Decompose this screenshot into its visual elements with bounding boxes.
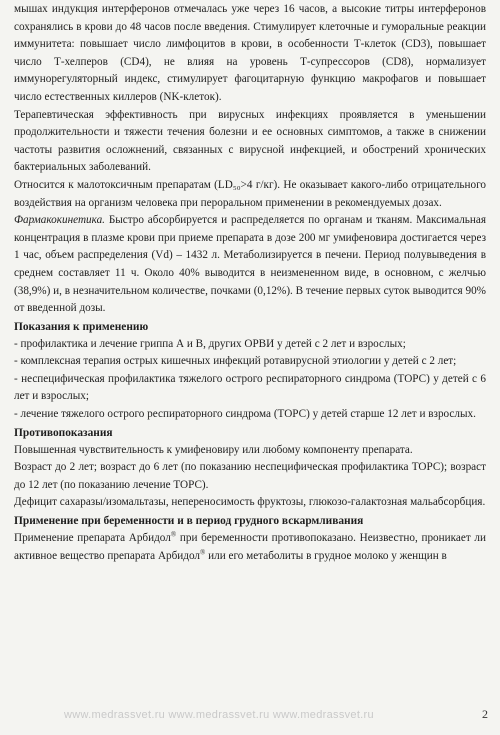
indication-item: - комплексная терапия острых кишечных инфекций ротавирусной этиологии у детей с 2 лет; bbox=[14, 355, 457, 368]
paragraph-interferon: мышах индукция интерферонов отмечалась уже через 16 часов, а высокие титры интерферонов сохранялись в крови до 48 часов после введения. Стимулирует клеточные и гуморальные реакции иммунитета: повышает число лимфоцитов в крови, в особенности Т-клеток (CD3), повышает число Т-хелперов (CD4), не влияя на уровень Т-супрессоров (CD8), нормализует иммунорегуляторный индекс, стимулирует фагоцитарную функцию макрофагов и повышает число естественных киллеров (NK-клеток). bbox=[14, 3, 486, 103]
paragraph-toxicity: Относится к малотоксичным препаратам (LD₅₀>4 г/кг). Не оказывает какого-либо отрицательного воздействия на организм человека при пероральном применении в рекомендуемых дозах. bbox=[14, 178, 486, 209]
indication-item: - профилактика и лечение гриппа А и В, других ОРВИ у детей с 2 лет и взрослых; bbox=[14, 337, 406, 350]
paragraph-therapeutic-efficacy: Терапевтическая эффективность при вирусных инфекциях проявляется в уменьшении продолжительности и тяжести течения болезни и ее основных симптомов, а также в снижении частоты развития осложнений, связанных с вирусной инфекцией, и обострений хронических бактериальных заболеваний. bbox=[14, 108, 486, 174]
pregnancy-text-b: при беременности противопоказано. Неизвестно, проникает ли активное вещество препарата Арбидол bbox=[14, 532, 486, 562]
contraindication-item: Повышенная чувствительность к умифеновиру или любому компоненту препарата. bbox=[14, 443, 413, 456]
registered-mark: ® bbox=[170, 530, 177, 539]
pregnancy-text-c: или его метаболиты в грудное молоко у женщин в bbox=[205, 549, 447, 562]
contraindications-heading: Противопоказания bbox=[14, 426, 113, 439]
pharmacokinetics-text: Быстро абсорбируется и распределяется по органам и тканям. Максимальная концентрация в плазме крови при приеме препарата в дозе 200 мг умифеновира достигается через 1 час, объем распределения (Vd) – 1432 л. Метаболизируется в печени. Период полувыведения в среднем составляет 11 ч. Около 40% выводится в неизмененном виде, в основном, с желчью (38,9%) и, в незначительном количестве, почками (0,12%). В течение первых суток выводится 90% от введенной дозы. bbox=[14, 214, 486, 315]
page-footer bbox=[0, 707, 500, 725]
pregnancy-paragraph bbox=[14, 530, 486, 565]
indication-item: - лечение тяжелого острого респираторного синдрома (ТОРС) у детей старше 12 лет и взрослых. bbox=[14, 408, 476, 421]
pregnancy-text-a: Применение препарата Арбидол bbox=[14, 532, 171, 545]
indication-item: - неспецифическая профилактика тяжелого острого респираторного синдрома (ТОРС) у детей с 6 лет и взрослых; bbox=[14, 372, 486, 403]
indications-heading: Показания к применению bbox=[14, 320, 149, 333]
paragraph-pharmacokinetics bbox=[14, 212, 486, 318]
page-number: 2 bbox=[482, 707, 488, 721]
registered-mark: ® bbox=[200, 547, 206, 556]
site-watermark: www.medrassvet.ru www.medrassvet.ru www.medrassvet.ru bbox=[64, 709, 374, 721]
contraindication-item: Возраст до 2 лет; возраст до 6 лет (по показанию неспецифическая профилактика ТОРС); возраст до 12 лет (по показанию лечение ТОРС). bbox=[14, 461, 486, 491]
pregnancy-heading: Применение при беременности и в период грудного вскармливания bbox=[14, 515, 364, 528]
contraindication-item: Дефицит сахаразы/изомальтазы, непереносимость фруктозы, глюкозо-галактозная мальабсорбция. bbox=[14, 496, 486, 509]
pharmacokinetics-label: Фармакокинетика. bbox=[14, 214, 105, 227]
